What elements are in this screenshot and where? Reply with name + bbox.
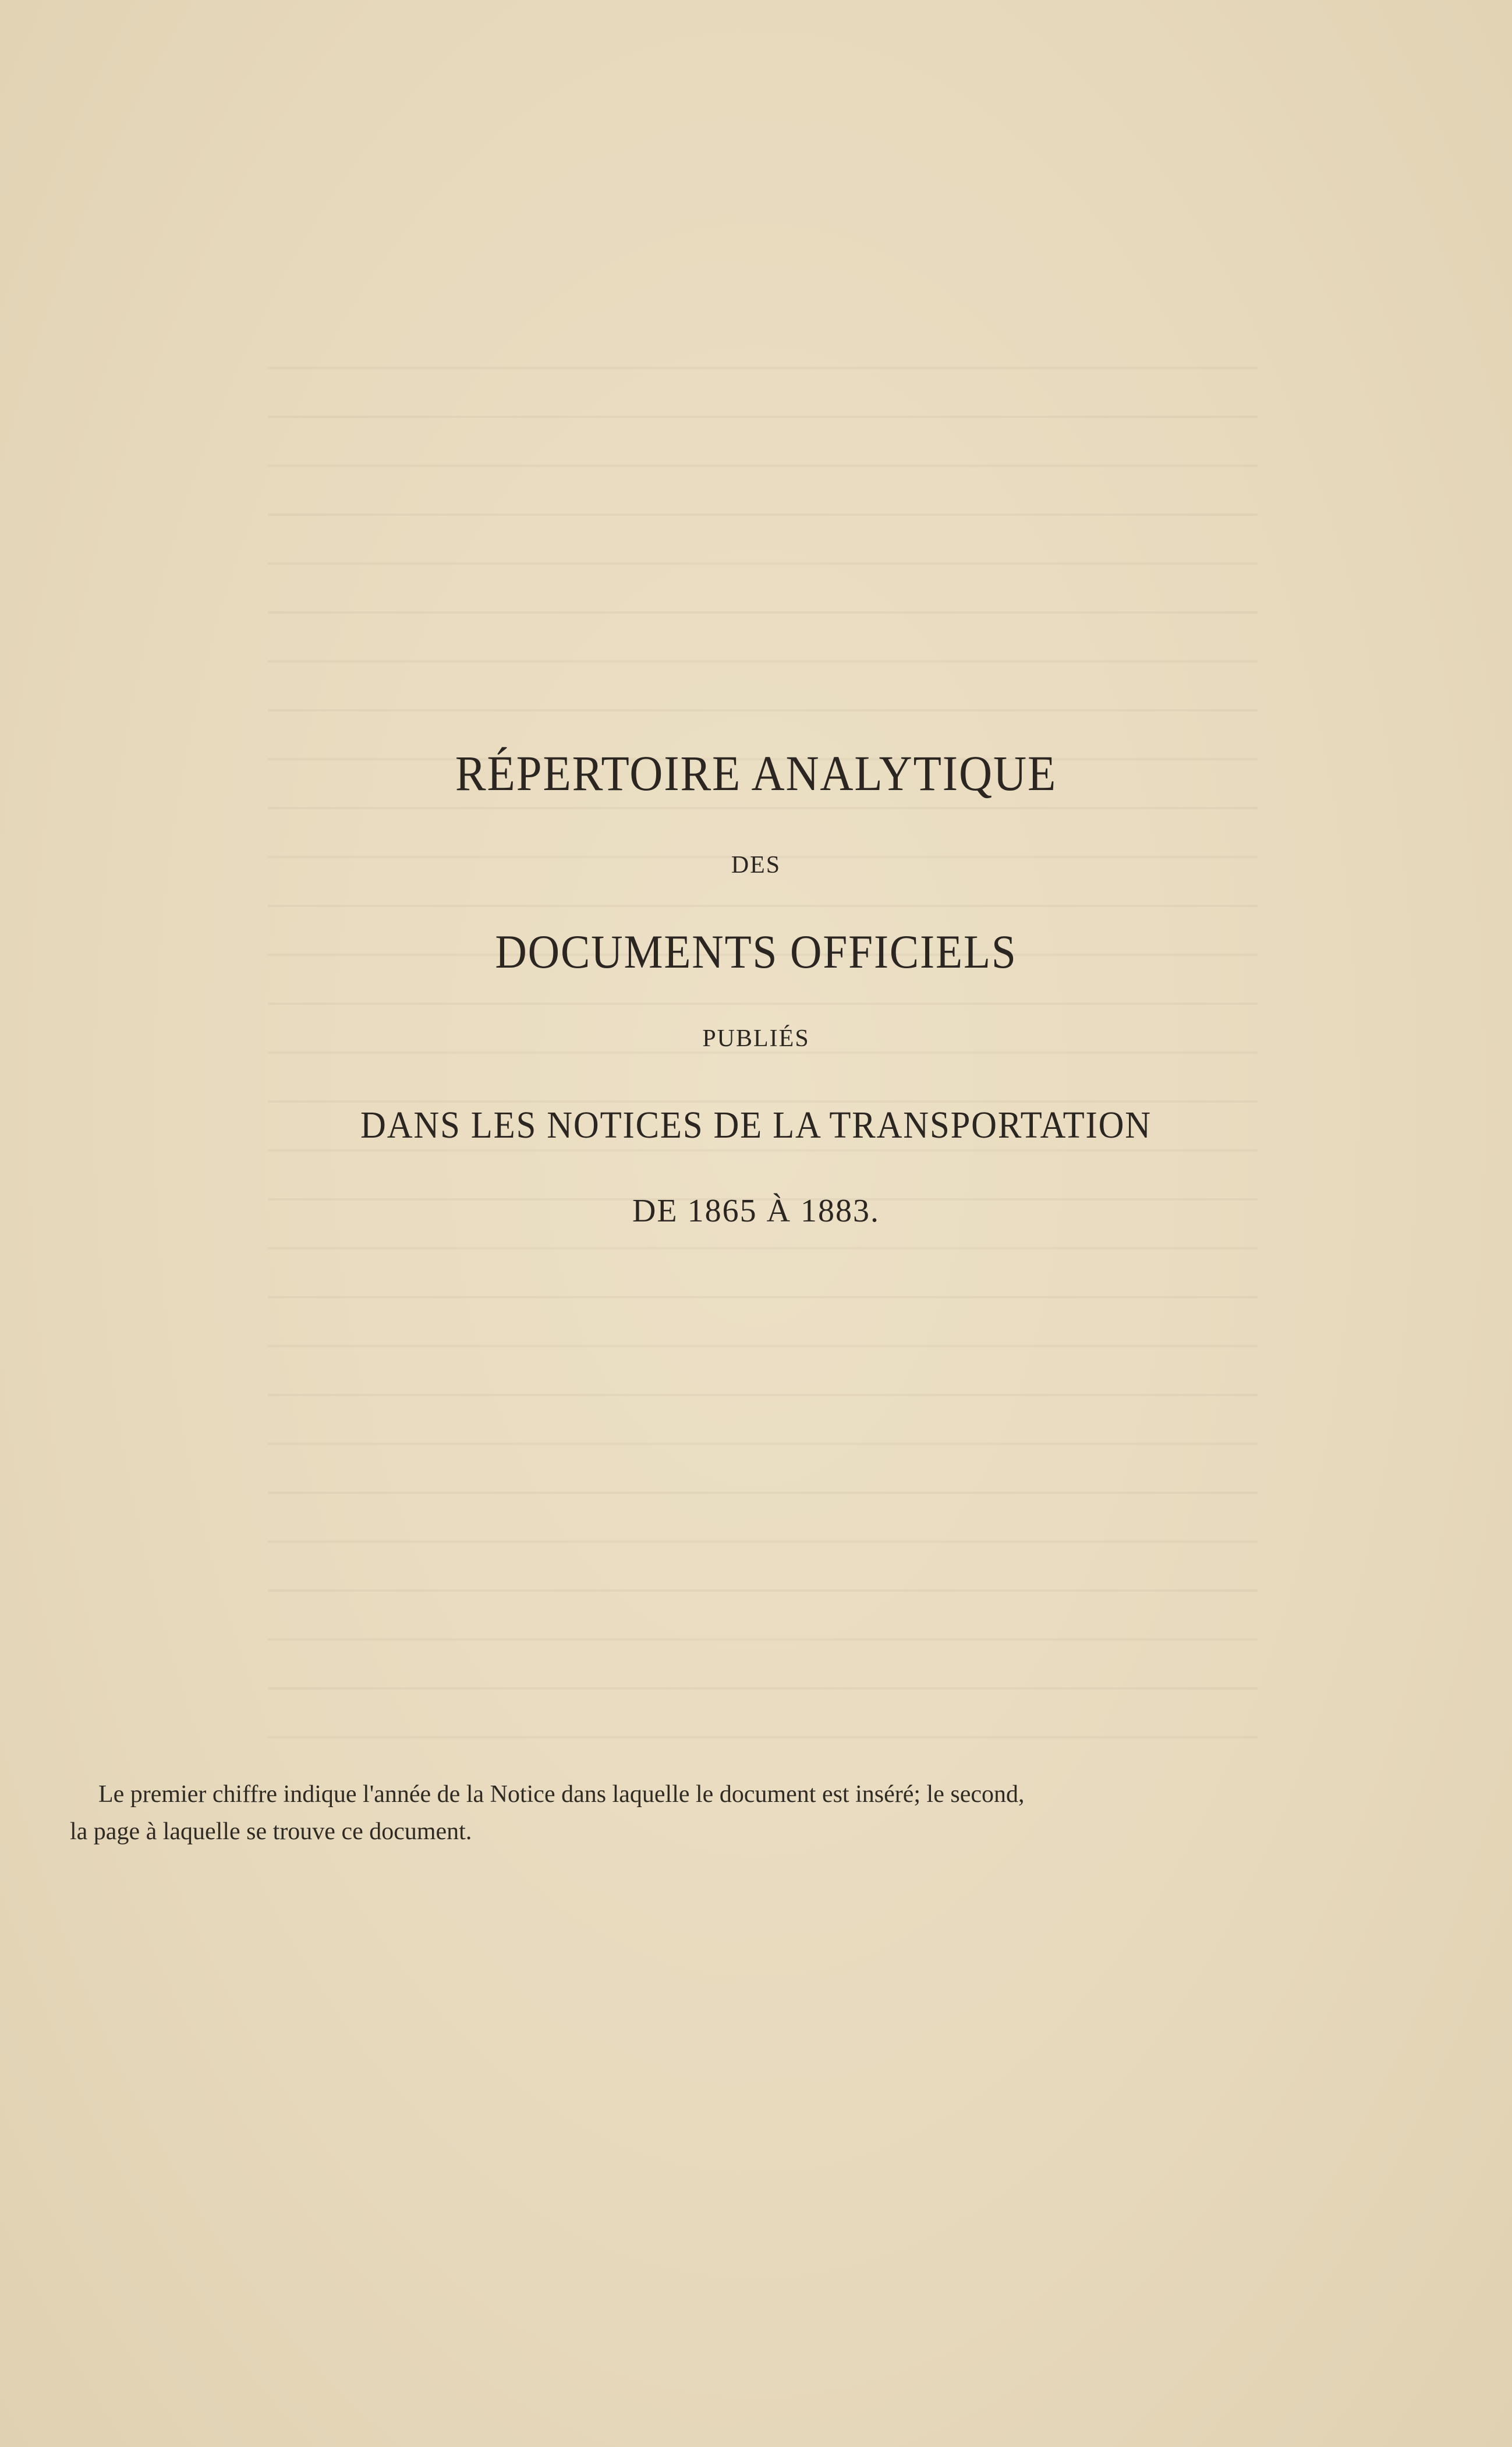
footnote-line-1: Le premier chiffre indique l'année de la Notice dans laquelle le document est inséré; le second, <box>98 1781 1025 1808</box>
footnote <box>70 1776 1191 1850</box>
bleed-through-texture <box>268 326 1258 1782</box>
title-publies: PUBLIÉS <box>702 1025 810 1052</box>
title-documents-officiels: DOCUMENTS OFFICIELS <box>495 925 1017 978</box>
title-date-range: DE 1865 À 1883. <box>632 1193 880 1229</box>
title-repertoire-analytique: RÉPERTOIRE ANALYTIQUE <box>455 745 1057 801</box>
footnote-line-2: la page à laquelle se trouve ce document. <box>70 1818 472 1845</box>
title-notices-transportation: DANS LES NOTICES DE LA TRANSPORTATION <box>360 1104 1152 1146</box>
title-des: DES <box>731 852 781 879</box>
